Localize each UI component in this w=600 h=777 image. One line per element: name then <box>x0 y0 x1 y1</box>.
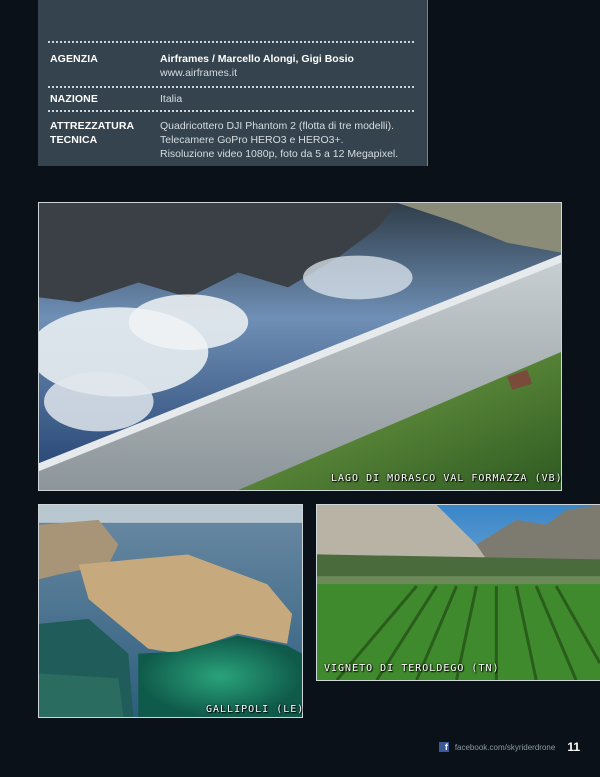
equipment-line: Telecamere GoPro HERO3 e HERO3+. <box>160 134 344 146</box>
photo-gallipoli <box>38 504 303 718</box>
value-agenzia <box>160 52 354 80</box>
label-attrezzatura <box>50 119 134 147</box>
equipment-line: Quadricottero DJI Phantom 2 (flotta di tre modelli). <box>160 120 395 132</box>
facebook-link[interactable]: facebook.com/skyriderdrone <box>454 742 556 752</box>
dotted-separator <box>48 41 414 43</box>
dotted-separator <box>48 86 414 88</box>
caption-dam: LAGO DI MORASCO VAL FORMAZZA (VB) <box>331 473 563 484</box>
agency-name: Airframes / Marcello Alongi, Gigi Bosio <box>160 53 354 65</box>
photo-vineyard <box>316 504 600 681</box>
label-attrezzatura-line2: TECNICA <box>50 134 98 146</box>
label-nazione: NAZIONE <box>50 93 98 105</box>
info-box <box>38 0 428 166</box>
value-nazione: Italia <box>160 93 183 105</box>
page-number: 11 <box>567 740 580 754</box>
facebook-icon[interactable]: f <box>439 742 449 752</box>
dotted-separator <box>48 110 414 112</box>
value-attrezzatura <box>160 119 398 161</box>
gallipoli-illustration <box>39 505 305 717</box>
caption-gallipoli: GALLIPOLI (LE) <box>206 704 305 715</box>
label-agenzia: AGENZIA <box>50 53 98 65</box>
page-footer <box>439 738 580 756</box>
photo-dam <box>38 202 562 491</box>
caption-vineyard: VIGNETO DI TEROLDEGO (TN) <box>324 663 500 674</box>
vineyard-illustration <box>317 505 600 680</box>
dam-illustration <box>39 203 561 490</box>
label-attrezzatura-line1: ATTREZZATURA <box>50 120 135 132</box>
agency-website[interactable]: www.airframes.it <box>160 67 238 79</box>
equipment-line: Risoluzione video 1080p, foto da 5 a 12 Megapixel. <box>160 148 399 160</box>
